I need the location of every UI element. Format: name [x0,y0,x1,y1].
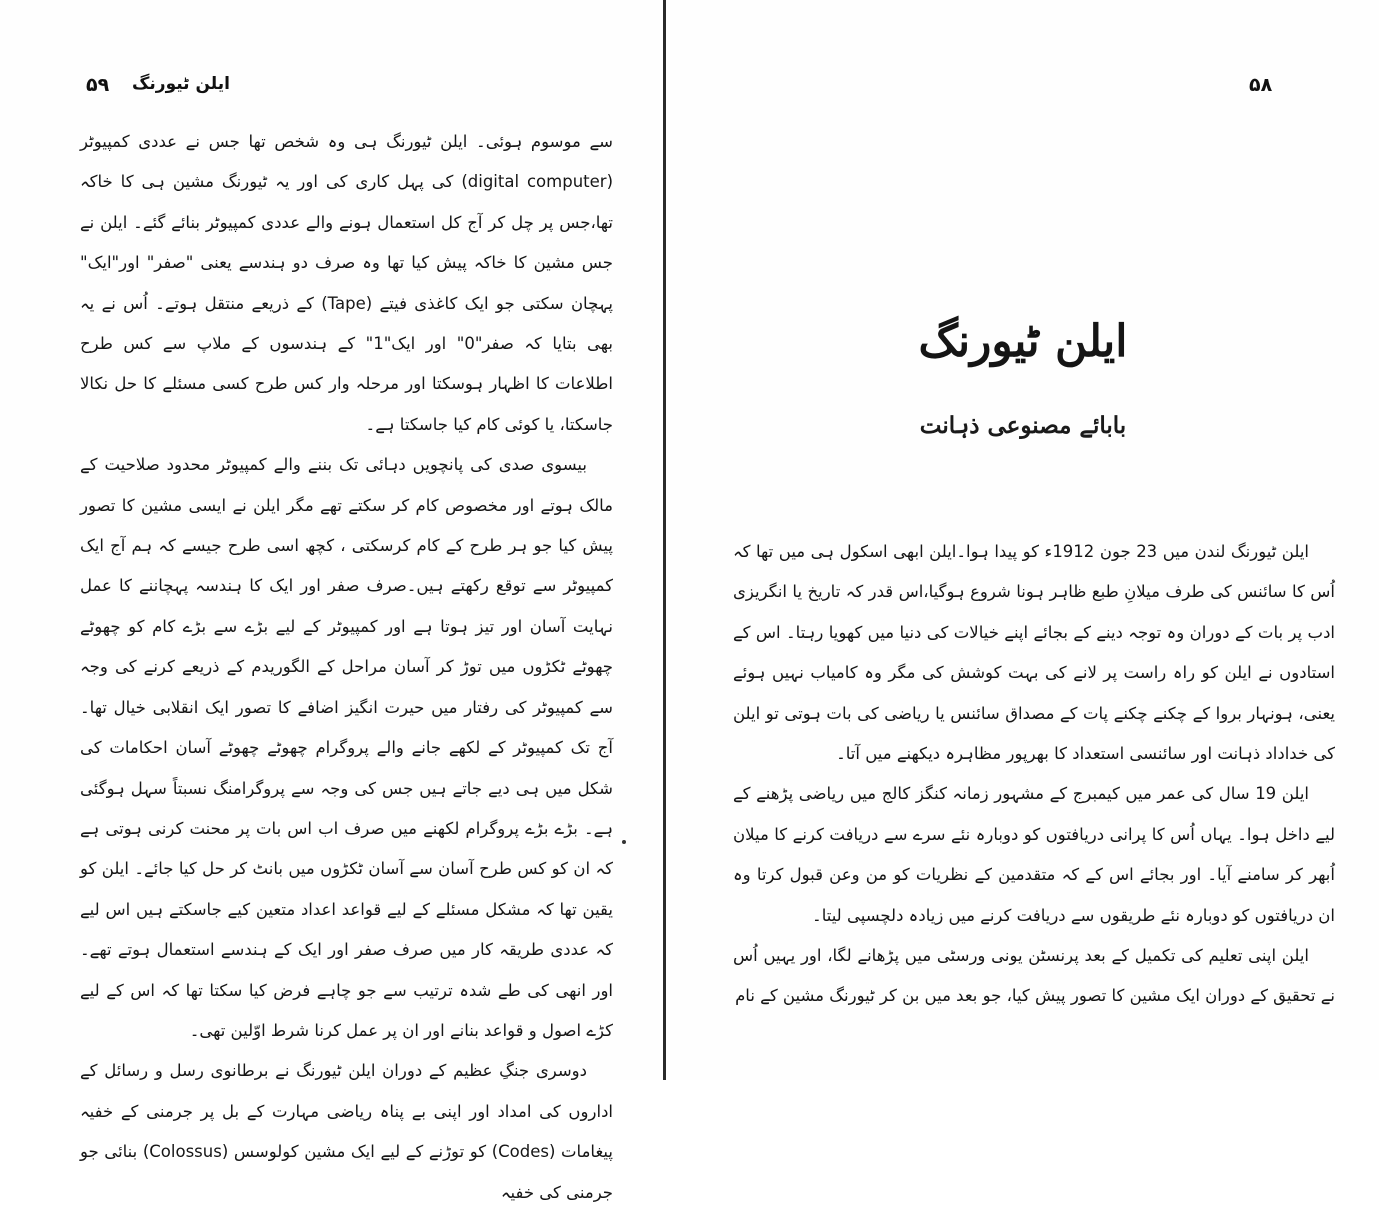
chapter-title: ایلن ٹیورنگ [918,316,1128,367]
paragraph: ایلن اپنی تعلیم کی تکمیل کے بعد پرنسٹن یونی ورسٹی میں پڑھانے لگا، اور یہیں اُس نے تحقیق کے دوران ایک مشین کا تصور پیش کیا، جو بعد میں بن کر ٹیورنگ مشین کے نام [733,946,1335,1006]
paragraph: ایلن 19 سال کی عمر میں کیمبرج کے مشہور زمانہ کنگز کالج میں ریاضی پڑھنے کے لیے داخل ہوا۔ یہاں اُس کا پرانی دریافتوں کو دوبارہ نئے سرے سے دریافت کرنے کا میلان اُبھر کر سامنے آیا۔ اور بجائے اس کے کہ متقدمین کے نظریات کو من وعن قبول کرتا وہ ان دریافتوں کو دوبارہ نئے طریقوں سے دریافت کرنے میں زیادہ دلچسپی لیتا۔ [733,784,1335,925]
paragraph: ایلن ٹیورنگ لندن میں 23 جون 1912ء کو پیدا ہوا۔ایلن ابھی اسکول ہی میں تھا کہ اُس کا سائنس کی طرف میلانِ طبع ظاہر ہونا شروع ہوگیا،اس قدر کہ تاریخ یا انگریزی ادب پر بات کے دوران وہ توجہ دینے کے بجائے اپنے خیالات کی دنیا میں کھویا رہتا۔ اس کے استادوں نے ایلن کو راہ راست پر لانے کی بہت کوشش کی مگر وہ کامیاب نہیں ہوئے یعنی، ہونہار بروا کے چکنے چکنے پات کے مصداق سائنس یا ریاضی کی بات ہوتی تو ایلن کی خداداد ذہانت اور سائنسی استعداد کا بھرپور مظاہرہ دیکھنے میں آتا۔ [733,542,1335,764]
paragraph: دوسری جنگِ عظیم کے دوران ایلن ٹیورنگ نے برطانوی رسل و رسائل کے اداروں کی امداد اور اپنی بے پناہ ریاضی مہارت کے بل پر جرمنی کے خفیہ پیغامات (Codes) کو توڑنے کے لیے ایک مشین کولوسس (Colossus) بنائی جو جرمنی کی خفیہ [80,1061,613,1202]
left-page [0,0,662,1202]
chapter-subtitle: بابائے مصنوعی ذہانت [919,412,1127,439]
running-title: ایلن ٹیورنگ [132,74,230,94]
left-body-text [80,122,613,1213]
right-body-text [733,532,1335,1017]
page-number: ۵۸ [1249,74,1273,96]
page-gutter [663,0,666,1080]
right-page [667,0,1379,1080]
page-number: ۵۹ [86,74,110,96]
paragraph: سے موسوم ہوئی۔ ایلن ٹیورنگ ہی وہ شخص تھا جس نے عددی کمپیوٹر (digital computer) کی پہل کاری کی اور یہ ٹیورنگ مشین ہی کا خاکہ تھا،جس پر چل کر آج کل استعمال ہونے والے عددی کمپیوٹر بنائے گئے۔ ایلن نے جس مشین کا خاکہ پیش کیا تھا وہ صرف دو ہندسے یعنی "صفر" اور"ایک" پہچان سکتی جو ایک کاغذی فیتے (Tape) کے ذریعے منتقل ہوتے۔ اُس نے یہ بھی بتایا کہ صفر"0" اور ایک"1" کے ہندسوں کے ملاپ سے کس طرح اطلاعات کا اظہار ہوسکتا اور مرحلہ وار کس طرح کسی مسئلے کا حل نکالا جاسکتا، یا کوئی کام کیا جاسکتا ہے۔ [80,132,613,434]
print-speck [622,840,626,844]
paragraph: بیسوی صدی کی پانچویں دہائی تک بننے والے کمپیوٹر محدود صلاحیت کے مالک ہوتے اور مخصوص کام کر سکتے تھے مگر ایلن نے ایسی مشین کا تصور پیش کیا جو ہر طرح کے کام کرسکتی ، کچھ اسی طرح جیسے کہ ہم آج ایک کمپیوٹر سے توقع رکھتے ہیں۔صرف صفر اور ایک کا ہندسہ پہچاننے کا عمل نہایت آسان اور تیز ہوتا ہے اور کمپیوٹر کے لیے بڑے سے بڑے کام کو چھوٹے چھوٹے ٹکڑوں میں توڑ کر آسان مراحل کے الگوریدم کے ذریعے کرنے کی وجہ سے کمپیوٹر کی رفتار میں حیرت انگیز اضافے کا تصور ایک انقلابی خیال تھا۔ آج تک کمپیوٹر کے لکھے جانے والے پروگرام چھوٹے چھوٹے آسان احکامات کی شکل میں ہی دیے جاتے ہیں جس کی وجہ سے پروگرامنگ نسبتاً سہل ہوگئی ہے۔ بڑے بڑے پروگرام لکھنے میں صرف اب اس بات پر محنت کرنی ہوتی ہے کہ ان کو کس طرح آسان سے آسان ٹکڑوں میں بانٹ کر حل کیا جائے۔ ایلن کو یقین تھا کہ مشکل مسئلے کے لیے قواعد اعداد متعین کیے جاسکتے ہیں اس لیے کہ عددی طریقہ کار میں صرف صفر اور ایک کے ہندسے استعمال ہوتے تھے۔ اور انھی کی طے شدہ ترتیب سے جو چاہے فرض کیا سکتا تھا کہ اس کے لیے کڑے اصول و قواعد بنانے اور ان پر عمل کرنا شرط اوّلین تھی۔ [80,455,613,1040]
